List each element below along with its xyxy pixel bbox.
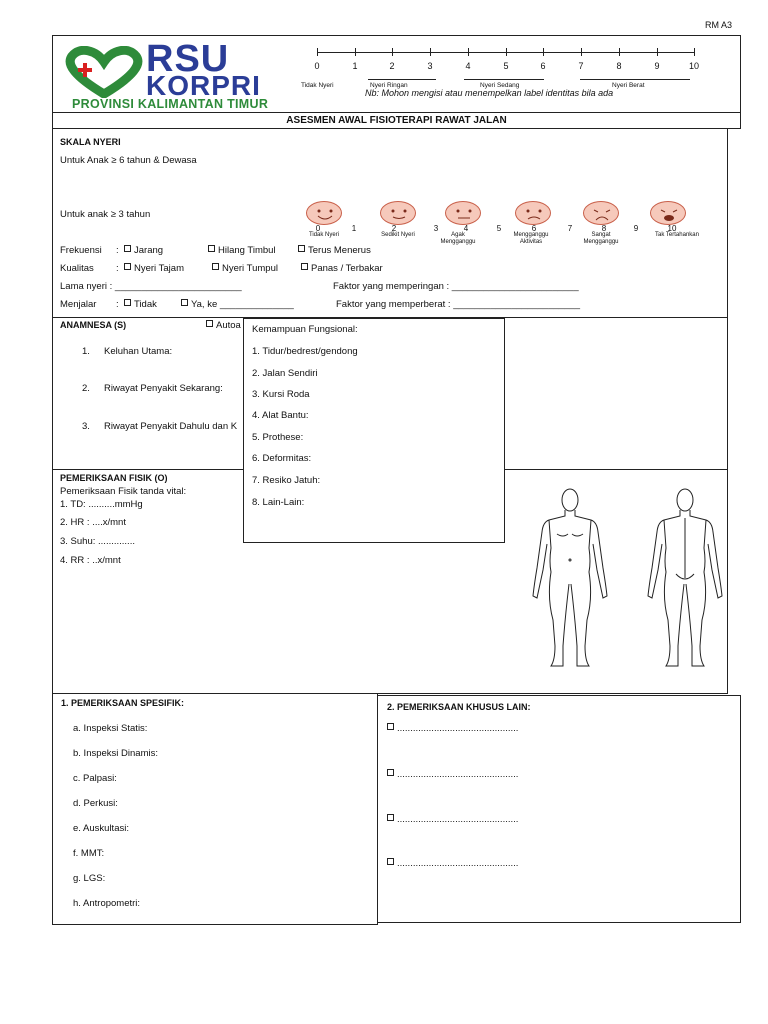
face-number: 7	[567, 224, 573, 233]
kemampuan-item: 4. Alat Bantu:	[252, 410, 309, 421]
checkbox-icon[interactable]	[298, 245, 305, 252]
scale-number: 5	[503, 61, 509, 71]
title-divider	[52, 112, 741, 113]
keluhan-utama-label: Keluhan Utama:	[104, 346, 173, 357]
anamnesa-divider-left	[52, 469, 244, 470]
face-6-icon	[515, 201, 551, 225]
spesifik-item: h. Antropometri:	[73, 898, 141, 909]
khusus-item[interactable]: ..............................................	[387, 769, 518, 780]
logo-provinsi-text: PROVINSI KALIMANTAN TIMUR	[72, 97, 269, 111]
anamnesa-item-num: 3.	[82, 421, 90, 432]
spesifik-heading: 1. PEMERIKSAAN SPESIFIK:	[61, 698, 185, 708]
untuk-anak-text: Untuk anak ≥ 3 tahun	[60, 209, 151, 220]
face-10-icon	[650, 201, 686, 225]
faktor-memperberat-field[interactable]: Faktor yang memperberat : ________________________	[336, 299, 581, 310]
rm-code: RM A3	[705, 20, 733, 30]
scale-number: 4	[465, 61, 471, 71]
kualitas-option-panas[interactable]: Panas / Terbakar	[301, 263, 383, 274]
face-number: 4	[463, 224, 469, 233]
anamnesa-heading: ANAMNESA (S)	[60, 320, 127, 330]
kualitas-colon: :	[116, 263, 119, 274]
face-label: Tidak Nyeri	[308, 232, 340, 238]
scale-number: 8	[616, 61, 622, 71]
body-front-icon	[525, 488, 615, 670]
khusus-item[interactable]: ..............................................	[387, 723, 518, 734]
scale-number: 10	[688, 61, 699, 71]
scale-label-nyeri-sedang: Nyeri Sedang	[480, 82, 520, 89]
kemampuan-item: 6. Deformitas:	[252, 453, 312, 464]
face-number: 8	[601, 224, 607, 233]
tanda-vital-subheading: Pemeriksaan Fisik tanda vital:	[60, 486, 187, 497]
suhu-field[interactable]: 3. Suhu: ..............	[60, 536, 135, 547]
checkbox-icon[interactable]	[387, 858, 394, 865]
checkbox-icon[interactable]	[124, 263, 131, 270]
td-field[interactable]: 1. TD: ..........mmHg	[60, 499, 143, 510]
face-label: Tak Tertahankan	[655, 232, 699, 238]
face-label: Mengganggu Aktivitas	[513, 232, 549, 245]
kemampuan-item: 3. Kursi Roda	[252, 389, 310, 400]
checkbox-icon[interactable]	[387, 769, 394, 776]
identity-note: Nb: Mohon mengisi atau menempelkan label identitas bila ada	[365, 88, 614, 98]
checkbox-icon[interactable]	[181, 299, 188, 306]
spesifik-item: g. LGS:	[73, 873, 106, 884]
autoanamnesa-option[interactable]: Autoa	[206, 320, 241, 331]
frekuensi-option-jarang[interactable]: Jarang	[124, 245, 163, 256]
face-label: Sedikit Nyeri	[381, 232, 415, 238]
main-left-border	[52, 129, 53, 694]
checkbox-icon[interactable]	[387, 723, 394, 730]
untuk-dewasa-text: Untuk Anak ≥ 6 tahun & Dewasa	[60, 155, 197, 166]
hospital-logo	[62, 40, 352, 112]
skala-nyeri-heading: SKALA NYERI	[60, 137, 121, 147]
pemeriksaan-fisik-heading: PEMERIKSAAN FISIK (O)	[60, 473, 168, 483]
lama-nyeri-field[interactable]: Lama nyeri : ________________________	[60, 281, 242, 292]
spesifik-item: c. Palpasi:	[73, 773, 117, 784]
checkbox-icon[interactable]	[124, 245, 131, 252]
checkbox-icon[interactable]	[208, 245, 215, 252]
hr-field[interactable]: 2. HR : ....x/mnt	[60, 517, 126, 528]
scale-number: 0	[314, 61, 320, 71]
kualitas-label: Kualitas	[60, 263, 94, 274]
form-title: ASESMEN AWAL FISIOTERAPI RAWAT JALAN	[286, 115, 507, 126]
face-number: 3	[433, 224, 439, 233]
spesifik-item: a. Inspeksi Statis:	[73, 723, 148, 734]
scale-number: 9	[654, 61, 660, 71]
scale-number: 6	[540, 61, 546, 71]
face-number: 5	[496, 224, 502, 233]
face-number: 6	[531, 224, 537, 233]
scale-number: 2	[389, 61, 395, 71]
logo-rsu-text: RSU	[146, 38, 230, 80]
face-label: Sangat Mengganggu	[583, 232, 619, 245]
scale-number: 1	[352, 61, 358, 71]
checkbox-icon[interactable]	[301, 263, 308, 270]
menjalar-option-ya[interactable]: Ya, ke ______________	[181, 299, 294, 310]
face-8-icon	[583, 201, 619, 225]
pemeriksaan-khusus-box	[377, 695, 741, 923]
riwayat-dahulu-label: Riwayat Penyakit Dahulu dan K	[104, 421, 238, 432]
face-number: 2	[391, 224, 397, 233]
spesifik-item: b. Inspeksi Dinamis:	[73, 748, 159, 759]
frekuensi-option-terus-menerus[interactable]: Terus Menerus	[298, 245, 371, 256]
scale-label-nyeri-berat: Nyeri Berat	[612, 82, 645, 89]
kemampuan-heading: Kemampuan Fungsional:	[252, 324, 358, 335]
scale-label-nyeri-ringan: Nyeri Ringan	[370, 82, 408, 89]
scale-label-tidak-nyeri: Tidak Nyeri	[301, 82, 334, 89]
frekuensi-option-hilang-timbul[interactable]: Hilang Timbul	[208, 245, 276, 256]
face-label: Agak Mengganggu	[440, 232, 476, 245]
face-number: 0	[315, 224, 321, 233]
khusus-item[interactable]: ..............................................	[387, 858, 518, 869]
spesifik-item: e. Auskultasi:	[73, 823, 129, 834]
checkbox-icon[interactable]	[206, 320, 213, 327]
spesifik-item: d. Perkusi:	[73, 798, 118, 809]
kualitas-option-nyeri-tumpul[interactable]: Nyeri Tumpul	[212, 263, 278, 274]
anamnesa-item-num: 1.	[82, 346, 90, 357]
rr-field[interactable]: 4. RR : ..x/mnt	[60, 555, 121, 566]
anamnesa-divider-right	[504, 469, 728, 470]
menjalar-label: Menjalar	[60, 299, 97, 310]
kemampuan-item: 2. Jalan Sendiri	[252, 368, 318, 379]
checkbox-icon[interactable]	[212, 263, 219, 270]
pemeriksaan-spesifik-box	[52, 693, 378, 925]
logo-korpri-text: KORPRI	[146, 70, 261, 101]
face-0-icon	[306, 201, 342, 225]
body-back-icon	[640, 488, 730, 670]
frekuensi-label: Frekuensi	[60, 245, 102, 256]
kemampuan-item: 5. Prothese:	[252, 432, 304, 443]
menjalar-colon: :	[116, 299, 119, 310]
kualitas-option-nyeri-tajam[interactable]: Nyeri Tajam	[124, 263, 184, 274]
face-number: 9	[633, 224, 639, 233]
kemampuan-item: 7. Resiko Jatuh:	[252, 475, 321, 486]
kemampuan-item: 1. Tidur/bedrest/gendong	[252, 346, 358, 357]
face-4-icon	[445, 201, 481, 225]
khusus-item[interactable]: ..............................................	[387, 814, 518, 825]
frekuensi-colon: :	[116, 245, 119, 256]
checkbox-icon[interactable]	[124, 299, 131, 306]
face-2-icon	[380, 201, 416, 225]
checkbox-icon[interactable]	[387, 814, 394, 821]
khusus-heading: 2. PEMERIKSAAN KHUSUS LAIN:	[387, 702, 531, 712]
face-number: 1	[351, 224, 357, 233]
face-number: 10	[667, 224, 677, 233]
spesifik-item: f. MMT:	[73, 848, 105, 859]
kemampuan-item: 8. Lain-Lain:	[252, 497, 305, 508]
anamnesa-item-num: 2.	[82, 383, 90, 394]
scale-number: 3	[427, 61, 433, 71]
menjalar-option-tidak[interactable]: Tidak	[124, 299, 157, 310]
heart-logo-icon	[64, 46, 144, 98]
scale-number: 7	[578, 61, 584, 71]
riwayat-sekarang-label: Riwayat Penyakit Sekarang:	[104, 383, 223, 394]
kemampuan-fungsional-box	[243, 318, 505, 543]
faktor-memperingan-field[interactable]: Faktor yang memperingan : ________________________	[333, 281, 579, 292]
